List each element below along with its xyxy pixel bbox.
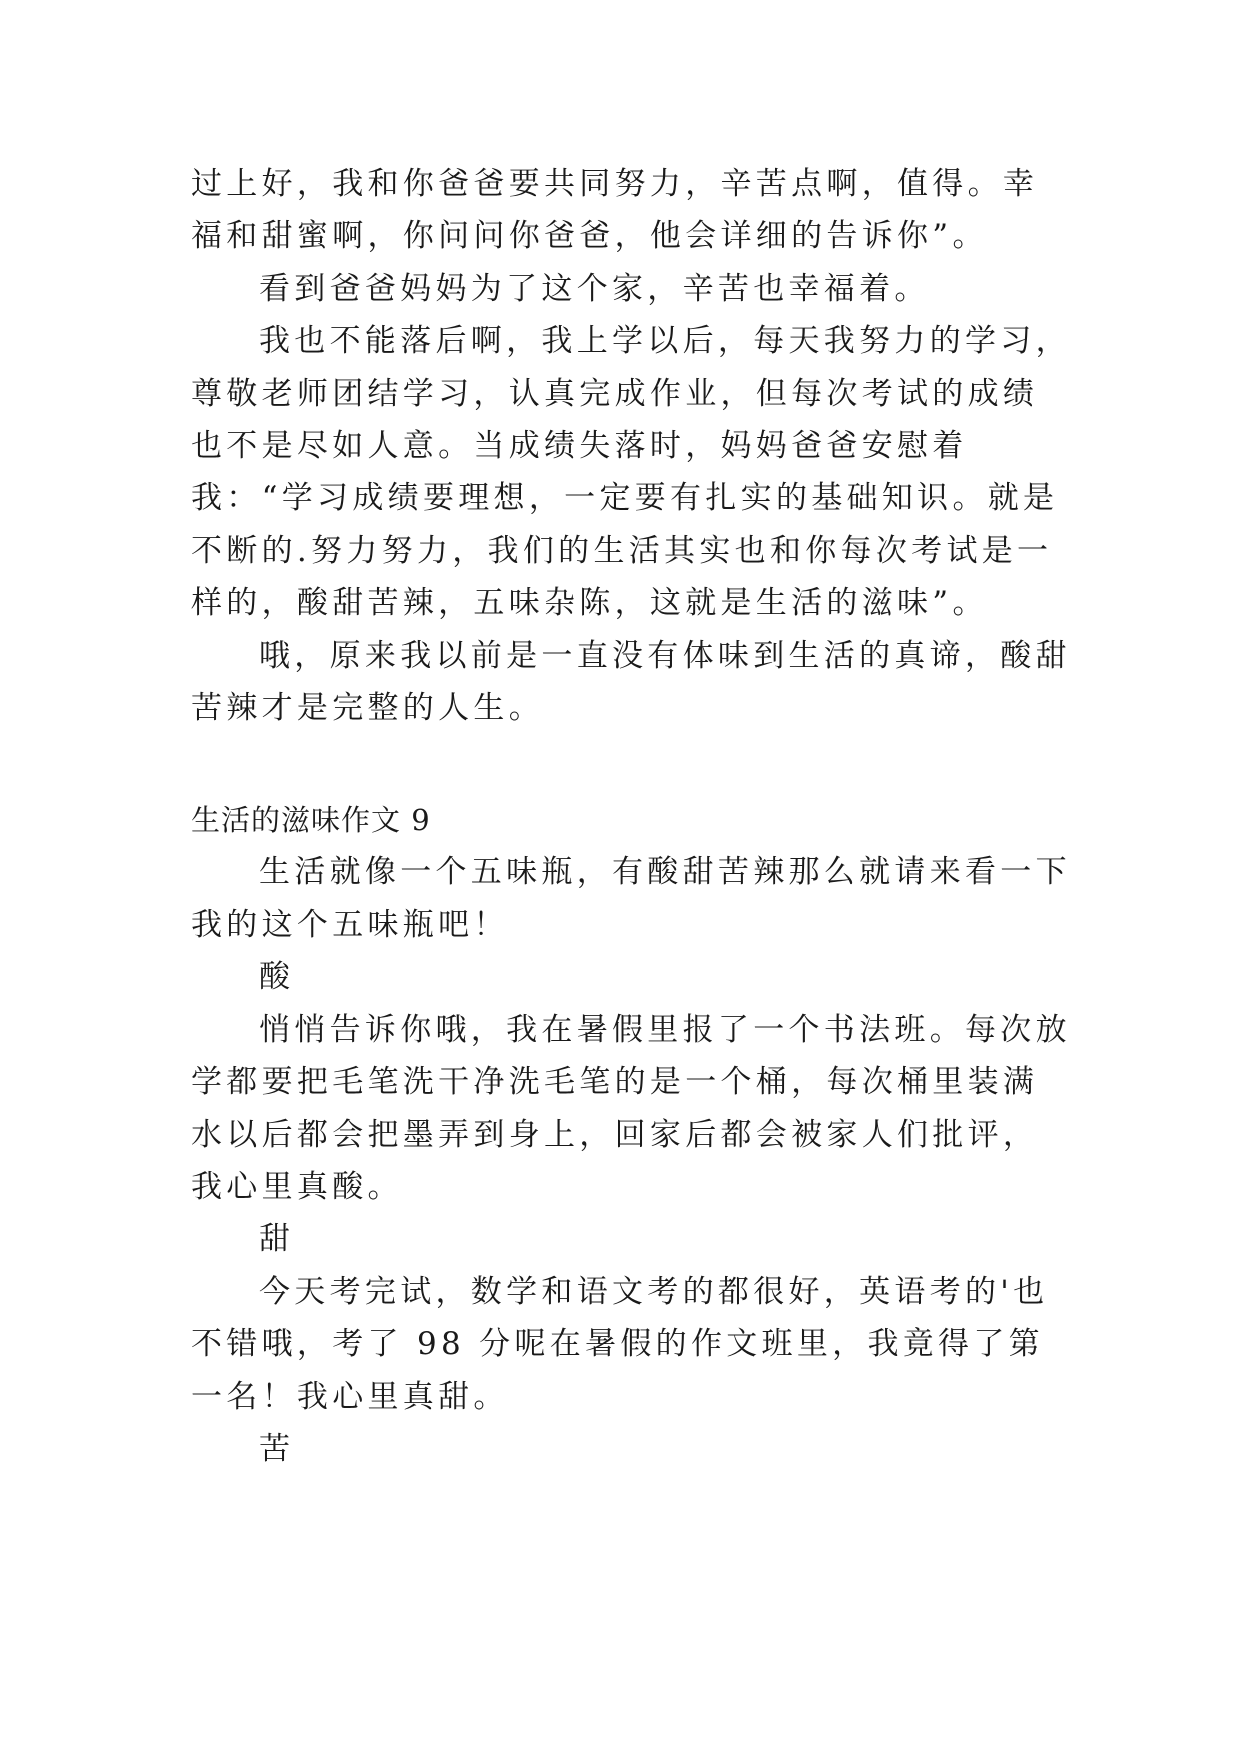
sub-heading: 酸 (259, 959, 295, 996)
document-body (191, 158, 1071, 1475)
paragraph: 过上好，我和你爸爸要共同努力，辛苦点啊，值得。幸福和甜蜜啊，你问问你爸爸，他会详细的告诉你”。 (191, 166, 1039, 255)
section-title: 生活的滋味作文 9 (191, 803, 431, 838)
paragraph: 我也不能落后啊，我上学以后，每天我努力的学习，尊敬老师团结学习，认真完成作业，但每次考试的成绩也不是尽如人意。当成绩失落时，妈妈爸爸安慰着我：“学习成绩要理想，一定要有扎实的基础知识。就是不断的.努力努力，我们的生活其实也和你每次考试是一样的，酸甜苦辣，五味杂陈，这就是生活的滋味”。 (191, 323, 1071, 622)
paragraph: 生活就像一个五味瓶，有酸甜苦辣那么就请来看一下我的这个五味瓶吧！ (191, 854, 1071, 943)
sub-heading: 甜 (259, 1221, 295, 1258)
paragraph: 悄悄告诉你哦，我在暑假里报了一个书法班。每次放学都要把毛笔洗干净洗毛笔的是一个桶，每次桶里装满水以后都会把墨弄到身上，回家后都会被家人们批评，我心里真酸。 (191, 1011, 1071, 1205)
paragraph: 今天考完试，数学和语文考的都很好，英语考的'也不错哦，考了 98 分呢在暑假的作文班里，我竟得了第一名！我心里真甜。 (191, 1273, 1049, 1415)
paragraph: 哦，原来我以前是一直没有体味到生活的真谛，酸甜苦辣才是完整的人生。 (191, 637, 1071, 727)
section-spacer (191, 734, 1071, 794)
sub-heading: 苦 (259, 1430, 295, 1467)
paragraph: 看到爸爸妈妈为了这个家，辛苦也幸福着。 (259, 270, 930, 307)
